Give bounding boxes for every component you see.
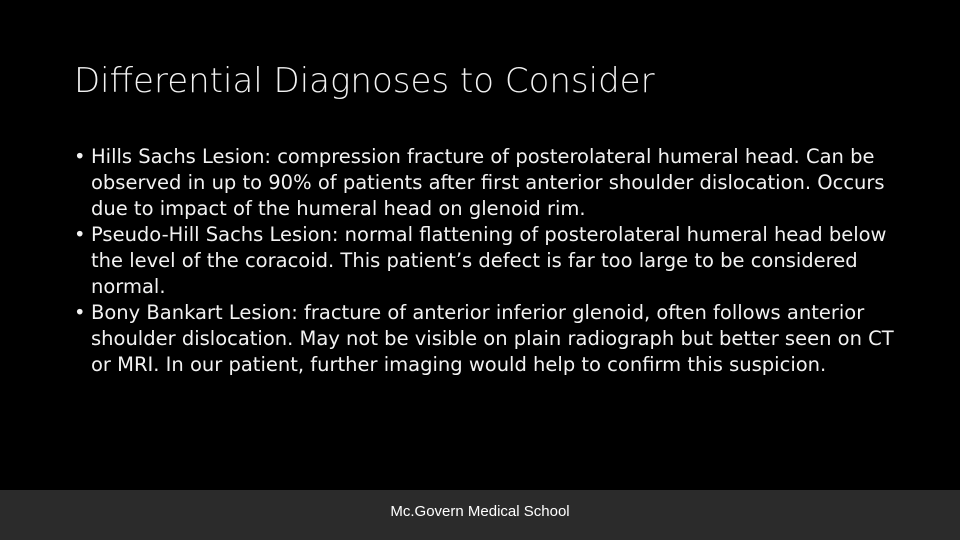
footer-school-name: Mc.Govern Medical School bbox=[390, 503, 570, 520]
bullet-marker: • bbox=[74, 145, 86, 168]
bullet-item-hill-sachs bbox=[74, 144, 904, 222]
slide-title: Differential Diagnoses to Consider bbox=[74, 61, 655, 101]
bullet-marker: • bbox=[74, 223, 86, 246]
bullet-item-bony-bankart bbox=[74, 300, 904, 378]
bullet-text: Bony Bankart Lesion: fracture of anterior inferior glenoid, often follows anterior shoulder dislocation. May not be visible on plain radiograph but better seen on CT or MRI. In our patient, further imaging would help to confirm this suspicion. bbox=[91, 301, 894, 376]
bullet-item-pseudo-hill-sachs bbox=[74, 222, 904, 300]
bullet-list bbox=[74, 144, 904, 378]
bullet-marker: • bbox=[74, 301, 86, 324]
bullet-text: Hills Sachs Lesion: compression fracture of posterolateral humeral head. Can be observed in up to 90% of patients after first anterior shoulder dislocation. Occurs due to impact of the humeral head on glenoid rim. bbox=[91, 145, 885, 220]
bullet-text: Pseudo-Hill Sachs Lesion: normal flattening of posterolateral humeral head below the level of the coracoid. This patient’s defect is far too large to be considered normal. bbox=[91, 223, 887, 298]
